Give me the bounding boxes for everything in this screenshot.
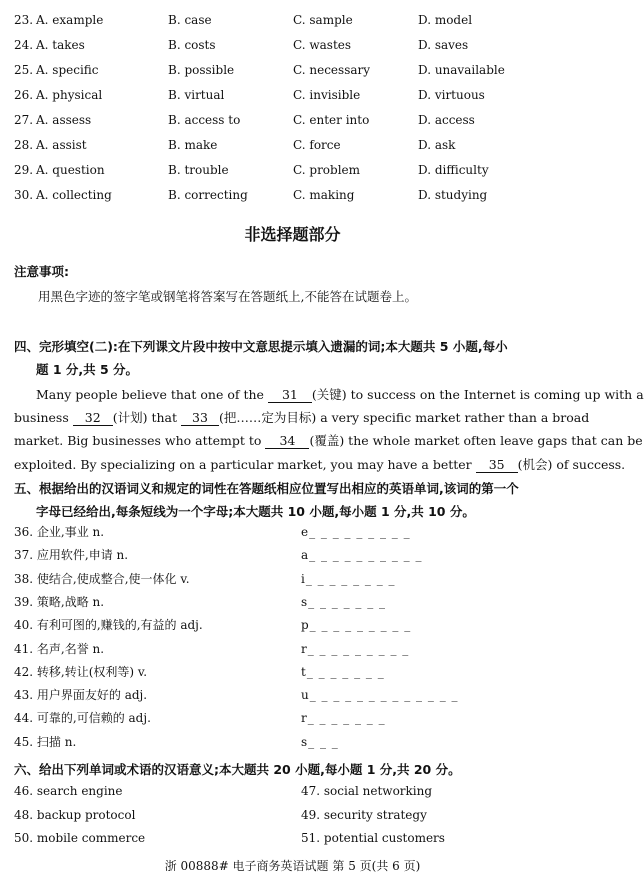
choice-option-c: C. sample bbox=[293, 13, 353, 27]
question-number: 28. bbox=[14, 138, 34, 152]
choice-option-a: A. assess bbox=[36, 113, 92, 127]
passage-line-2 bbox=[14, 408, 589, 426]
choice-option-c: C. force bbox=[293, 138, 341, 152]
vocab-question: 38. 使结合,使成整合,使一体化 v. bbox=[14, 571, 190, 586]
vocab-answer-hint: u_ _ _ _ _ _ _ _ _ _ _ _ _ bbox=[301, 688, 459, 703]
term-right: 49. security strategy bbox=[301, 807, 427, 822]
choice-option-b: B. access to bbox=[168, 113, 241, 127]
question-number: 25. bbox=[14, 63, 34, 77]
vocab-question: 42. 转移,转让(权利等) v. bbox=[14, 664, 148, 679]
choice-option-d: D. model bbox=[418, 13, 473, 27]
section-title: 非选择题部分 bbox=[244, 225, 341, 244]
choice-option-b: B. virtual bbox=[168, 88, 225, 102]
part5-heading-line1: 五、根据给出的汉语词义和规定的词性在答题纸相应位置写出相应的英语单词,该词的第一个 bbox=[14, 481, 519, 496]
choice-option-a: A. question bbox=[36, 163, 105, 177]
vocab-answer-hint: s_ _ _ _ _ _ _ bbox=[301, 594, 387, 609]
choice-option-b: B. make bbox=[168, 138, 218, 152]
part5-heading-line2: 字母已经给出,每条短线为一个字母;本大题共 10 小题,每小题 1 分,共 10 分。 bbox=[36, 504, 475, 519]
blank-32: 32 bbox=[73, 411, 113, 426]
question-number: 29. bbox=[14, 163, 34, 177]
choice-option-c: C. invisible bbox=[293, 88, 361, 102]
choice-option-d: D. studying bbox=[418, 188, 488, 202]
choice-option-c: C. necessary bbox=[293, 63, 371, 77]
vocab-question: 45. 扫描 n. bbox=[14, 734, 77, 749]
vocab-item bbox=[14, 661, 385, 683]
vocab-item bbox=[14, 731, 339, 753]
question-number: 24. bbox=[14, 38, 34, 52]
choice-option-a: A. physical bbox=[36, 88, 103, 102]
choice-option-c: C. enter into bbox=[293, 113, 370, 127]
choice-option-a: A. assist bbox=[36, 138, 87, 152]
blank-31: 31 bbox=[268, 388, 312, 403]
choice-option-d: D. ask bbox=[418, 138, 456, 152]
passage-text: (把……定为目标) a very specific market rather than a broad bbox=[218, 410, 590, 425]
passage-line-3 bbox=[14, 431, 643, 449]
question-number: 30. bbox=[14, 188, 34, 202]
passage-text: (机会) of success. bbox=[517, 457, 626, 472]
choice-option-a: A. takes bbox=[36, 38, 85, 52]
choice-option-b: B. costs bbox=[168, 38, 216, 52]
question-number: 27. bbox=[14, 113, 34, 127]
choice-option-b: B. correcting bbox=[168, 188, 248, 202]
vocab-item bbox=[14, 684, 459, 706]
term-row bbox=[14, 780, 433, 802]
term-right: 51. potential customers bbox=[301, 831, 445, 845]
part6-heading: 六、给出下列单词或术语的汉语意义;本大题共 20 小题,每小题 1 分,共 20 分。 bbox=[14, 762, 461, 777]
choice-option-c: C. problem bbox=[293, 163, 361, 177]
choice-option-d: D. unavailable bbox=[418, 63, 505, 77]
notice-heading: 注意事项: bbox=[14, 264, 69, 279]
vocab-item bbox=[14, 638, 410, 660]
vocab-question: 36. 企业,事业 n. bbox=[14, 525, 105, 539]
choice-option-a: A. collecting bbox=[36, 188, 112, 202]
choice-option-c: C. wastes bbox=[293, 38, 352, 52]
vocab-question: 40. 有利可图的,赚钱的,有益的 adj. bbox=[14, 618, 203, 633]
vocab-item bbox=[14, 707, 386, 729]
vocab-item bbox=[14, 614, 412, 636]
vocab-answer-hint: r_ _ _ _ _ _ _ bbox=[301, 711, 386, 726]
passage-text: market. Big businesses who attempt to bbox=[14, 433, 266, 448]
term-left: 50. mobile commerce bbox=[14, 831, 146, 845]
term-left: 48. backup protocol bbox=[14, 807, 136, 822]
blank-34: 34 bbox=[265, 434, 309, 449]
vocab-question: 39. 策略,战略 n. bbox=[14, 594, 105, 609]
notice-text: 用黑色字迹的签字笔或钢笔将答案写在答题纸上,不能答在试题卷上。 bbox=[38, 289, 417, 304]
vocab-answer-hint: e_ _ _ _ _ _ _ _ _ bbox=[301, 525, 411, 539]
question-number: 26. bbox=[14, 88, 34, 102]
vocab-item bbox=[14, 521, 411, 543]
vocab-question: 41. 名声,名誉 n. bbox=[14, 641, 105, 656]
choice-option-a: A. example bbox=[36, 13, 104, 27]
term-right: 47. social networking bbox=[301, 784, 433, 798]
choice-option-a: A. specific bbox=[36, 63, 99, 77]
page-footer: 浙 00888# 电子商务英语试题 第 5 页(共 6 页) bbox=[164, 859, 421, 873]
passage-line-1 bbox=[36, 385, 644, 403]
choice-option-b: B. trouble bbox=[168, 163, 229, 177]
part4-heading-line1: 四、完形填空(二):在下列课文片段中按中文意思提示填入遗漏的词;本大题共 5 小题,每小 bbox=[14, 339, 508, 354]
passage-text: (覆盖) the whole market often leave gaps that can be bbox=[309, 433, 643, 448]
vocab-answer-hint: a_ _ _ _ _ _ _ _ _ _ bbox=[301, 548, 423, 563]
vocab-answer-hint: s_ _ _ bbox=[301, 734, 339, 749]
choice-option-b: B. case bbox=[168, 13, 212, 27]
choice-option-d: D. access bbox=[418, 113, 475, 127]
vocab-question: 43. 用户界面友好的 adj. bbox=[14, 688, 148, 703]
choice-option-d: D. difficulty bbox=[418, 163, 489, 177]
question-number: 23. bbox=[14, 13, 34, 27]
blank-35: 35 bbox=[476, 458, 518, 473]
vocab-answer-hint: p_ _ _ _ _ _ _ _ _ bbox=[301, 618, 412, 633]
vocab-item bbox=[14, 568, 396, 590]
blank-33: 33 bbox=[181, 411, 219, 426]
passage-line-4 bbox=[14, 455, 625, 473]
vocab-question: 44. 可靠的,可信赖的 adj. bbox=[14, 711, 151, 726]
term-row bbox=[14, 804, 427, 826]
part4-heading-line2: 题 1 分,共 5 分。 bbox=[36, 362, 139, 377]
passage-text: exploited. By specializing on a particular market, you may have a better bbox=[14, 457, 476, 472]
vocab-answer-hint: t_ _ _ _ _ _ _ bbox=[301, 664, 385, 679]
choice-option-b: B. possible bbox=[168, 63, 235, 77]
vocab-answer-hint: i_ _ _ _ _ _ _ _ bbox=[301, 571, 396, 586]
choice-option-d: D. virtuous bbox=[418, 88, 485, 102]
vocab-answer-hint: r_ _ _ _ _ _ _ _ _ bbox=[301, 641, 410, 656]
vocab-question: 37. 应用软件,申请 n. bbox=[14, 548, 129, 563]
term-left: 46. search engine bbox=[14, 784, 123, 798]
passage-text: business bbox=[14, 410, 73, 425]
passage-text: (计划) that bbox=[112, 410, 181, 425]
vocab-item bbox=[14, 544, 423, 566]
term-row bbox=[14, 827, 445, 849]
vocab-item bbox=[14, 591, 387, 613]
choice-option-d: D. saves bbox=[418, 38, 469, 52]
passage-text: Many people believe that one of the bbox=[36, 387, 268, 402]
choice-option-c: C. making bbox=[293, 188, 355, 202]
passage-text: (关键) to success on the Internet is coming up with a bbox=[311, 387, 644, 402]
